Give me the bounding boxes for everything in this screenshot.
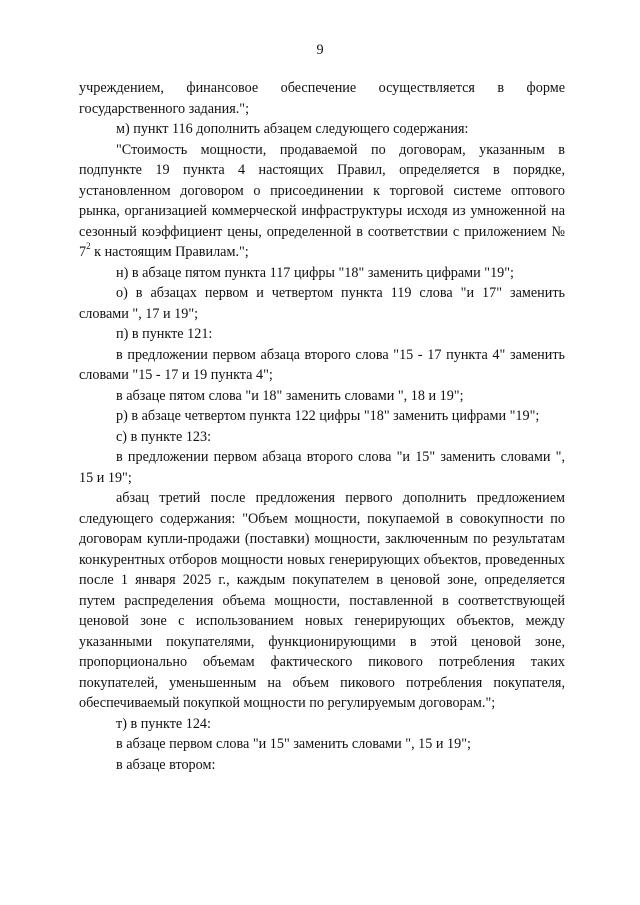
paragraph: в предложении первом абзаца второго слова "15 - 17 пункта 4" заменить словами "15 - 17 и 19 пункта 4";: [79, 346, 565, 383]
paragraph: в абзаце первом слова "и 15" заменить словами ", 15 и 19";: [116, 736, 471, 752]
paragraph: т) в пункте 124:: [116, 715, 211, 732]
superscript: 2: [86, 241, 91, 252]
paragraph: в предложении первом абзаца второго слова "и 15" заменить словами ", 15 и 19";: [79, 449, 565, 486]
paragraph: в абзаце втором:: [116, 756, 216, 773]
paragraph-text: "Стоимость мощности, продаваемой по договорам, указанным в подпункте 19 пункта 4 настоящих Правил, определяется в порядке, установленном договором о присоединении к торговой системе оптового рынка, организацией коммерческой инфраструктуры исходя из умноженной на сезонный коэффициент цены, определенной в соответствии с приложением № 7: [79, 141, 565, 260]
page-number: 9: [316, 42, 324, 58]
paragraph: [79, 140, 565, 263]
document-body: [79, 78, 565, 775]
paragraph: о) в абзацах первом и четвертом пункта 119 слова "и 17" заменить словами ", 17 и 19";: [79, 285, 565, 322]
paragraph: п) в пункте 121:: [116, 326, 213, 342]
paragraph: м) пункт 116 дополнить абзацем следующего содержания:: [116, 121, 469, 137]
paragraph: н) в абзаце пятом пункта 117 цифры "18" заменить цифрами "19";: [116, 264, 514, 281]
paragraph-text-tail: к настоящим Правилам.";: [90, 244, 249, 260]
paragraph: с) в пункте 123:: [116, 428, 212, 445]
paragraph: в абзаце пятом слова "и 18" заменить словами ", 18 и 19";: [116, 387, 464, 404]
paragraph: р) в абзаце четвертом пункта 122 цифры "18" заменить цифрами "19";: [116, 408, 540, 424]
paragraph: абзац третий после предложения первого дополнить предложением следующего содержания: "Объем мощности, покупаемой в совокупности по договорам купли-продажи (поставки) мощности, заключенным по результатам конкурентных отборов мощности новых генерирующих объектов, проведенных после 1 января 2025 г., каждым покупателем в ценовой зоне, определяется путем распределения объема мощности, поставленной в соответствующей ценовой зоне с использованием новых генерирующих объектов, между указанными покупателями, функционирующими в этой ценовой зоне, пропорционально объемам фактического пикового потребления таких покупателей, уменьшенным на объем пикового потребления покупателя, обеспечиваемый покупкой мощности по регулируемым договорам.";: [79, 490, 565, 711]
paragraph: учреждением, финансовое обеспечение осуществляется в форме государственного задания.";: [79, 80, 565, 117]
